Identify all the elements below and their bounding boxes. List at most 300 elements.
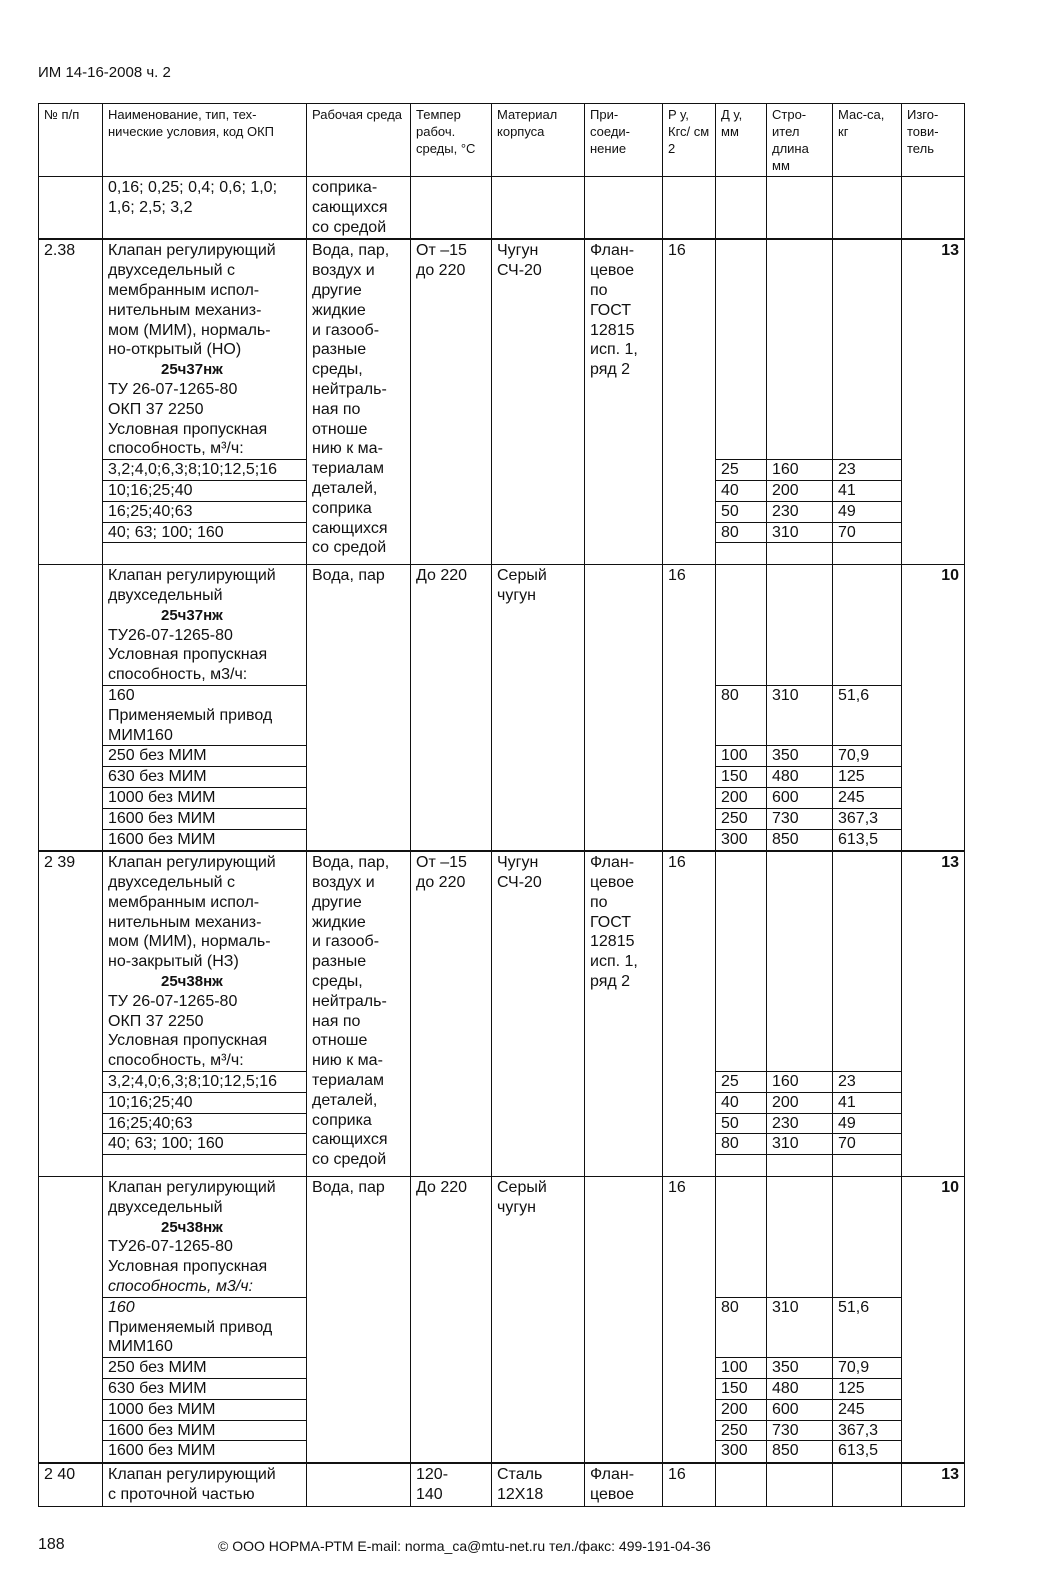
dn-value: 250 [716, 809, 766, 830]
mass-value [833, 281, 901, 301]
material-line: 12Х18 [497, 1486, 544, 1503]
dn-value [716, 400, 766, 420]
len-cell [767, 239, 833, 564]
material-line: Чугун [497, 854, 539, 872]
mass-value [833, 321, 901, 341]
connection-cell [585, 1463, 663, 1506]
connection-cell [585, 565, 663, 852]
name-line [103, 543, 306, 563]
name-line [103, 1155, 306, 1175]
mass-value [833, 1198, 901, 1218]
len-value [767, 1277, 832, 1298]
mass-value [833, 893, 901, 913]
pressure-value: 16 [668, 567, 686, 585]
name-line: 3,2;4,0;6,3;8;10;12,5;16 [103, 460, 306, 481]
pressure-cell [663, 1463, 716, 1506]
row-number [39, 1177, 103, 1464]
medium-line: разные [312, 341, 367, 359]
column-header: Стро-ител длина мм [767, 104, 833, 177]
dn-value [716, 281, 766, 301]
mass-value [833, 1051, 901, 1072]
name-line: 1600 без МИМ [108, 830, 216, 848]
mass-value [833, 913, 901, 933]
material-cell [492, 1463, 585, 1506]
mass-value [833, 586, 901, 606]
dn-value: 80 [716, 523, 766, 544]
name-line: Клапан регулирующий [108, 567, 276, 585]
len-value [767, 360, 832, 380]
len-value [767, 645, 832, 665]
row-number-text: 2 39 [44, 854, 76, 872]
name-line: ТУ 26-07-1265-80 [108, 992, 238, 1010]
connection-line: ряд 2 [590, 361, 631, 379]
len-value [767, 992, 832, 1012]
len-value [767, 241, 832, 261]
dn-value [716, 1337, 766, 1358]
connection-line: цевое [590, 1486, 634, 1503]
maker-value: 13 [941, 1466, 959, 1484]
medium-line: жидкие [312, 301, 366, 319]
len-cell [767, 177, 833, 240]
column-header: При-соеди-нение [585, 104, 663, 177]
dn-value [716, 606, 766, 626]
medium-line: нию к ма- [312, 1052, 383, 1070]
medium-line: соприка [312, 1111, 372, 1129]
maker-cell [902, 851, 965, 1176]
connection-line: Флан- [590, 854, 635, 872]
len-value [767, 952, 832, 972]
mass-value: 70 [833, 1134, 901, 1155]
dn-value: 300 [721, 1442, 748, 1460]
len-value [767, 706, 832, 726]
material-cell [492, 239, 585, 564]
material-cell [492, 565, 585, 852]
name-line: МИМ160 [103, 726, 306, 747]
mass-value [833, 1178, 901, 1198]
mass-value [833, 360, 901, 380]
dn-value [716, 1012, 766, 1032]
medium-line: териалам [312, 1072, 385, 1090]
dn-value [716, 873, 766, 893]
name-line: нительным механиз- [108, 913, 262, 931]
len-value [767, 1012, 832, 1032]
column-header: № п/п [39, 104, 103, 177]
dn-value: 40 [716, 1093, 766, 1114]
dn-cell [716, 851, 767, 1176]
medium-line: сающихся [312, 519, 388, 537]
dn-value [716, 1277, 766, 1298]
table-row [39, 565, 965, 852]
medium-line: воздух и [312, 874, 375, 892]
mass-value: 51,6 [838, 1298, 870, 1316]
mass-value [833, 340, 901, 360]
name-line: 16;25;40;63 [103, 1114, 306, 1135]
temperature-line: до 220 [416, 874, 466, 892]
medium-line: отноше [312, 1032, 368, 1050]
len-value [767, 913, 832, 933]
name-line: 25ч38нж [161, 1218, 223, 1236]
name-line: 10;16;25;40 [103, 1093, 306, 1114]
pressure-cell [663, 565, 716, 852]
name-line: Клапан регулирующий [108, 242, 276, 260]
dn-cell [716, 565, 767, 852]
name-line: 40; 63; 100; 160 [103, 523, 306, 544]
dn-value: 200 [716, 1400, 766, 1421]
dn-value [716, 439, 766, 460]
mass-value [833, 301, 901, 321]
dn-value [716, 1318, 766, 1338]
table-row [39, 177, 965, 240]
pressure-value: 16 [668, 1179, 686, 1197]
dn-value [716, 726, 766, 747]
len-value: 600 [767, 788, 832, 809]
name-line: Условная пропускная [108, 1032, 268, 1050]
material-line: Серый [497, 567, 547, 585]
len-value: 850 [772, 1442, 799, 1460]
medium-line: воздух и [312, 262, 375, 280]
name-cell [103, 177, 307, 240]
len-value [767, 893, 832, 913]
mass-value: 245 [833, 1400, 901, 1421]
medium-line: нейтраль- [312, 380, 387, 398]
len-value [767, 340, 832, 360]
pressure-cell [663, 851, 716, 1176]
mass-cell [833, 1463, 902, 1506]
name-cell [103, 851, 307, 1176]
mass-value [833, 1218, 901, 1238]
mass-value [833, 726, 901, 747]
len-value: 730 [767, 809, 832, 830]
len-value: 230 [767, 502, 832, 523]
temperature-line: 140 [416, 1486, 443, 1503]
dn-cell [716, 1177, 767, 1464]
medium-line: сающихся [312, 1131, 388, 1149]
mass-value: 367,3 [833, 809, 901, 830]
maker-cell [902, 1177, 965, 1464]
temperature-line: До 220 [416, 567, 468, 585]
dn-value [716, 893, 766, 913]
maker-value: 10 [941, 567, 959, 585]
table-row [39, 851, 965, 1176]
name-line: 250 без МИМ [103, 746, 306, 767]
len-value [767, 543, 832, 563]
name-line: Клапан регулирующий [108, 854, 276, 872]
medium-line: со средой [312, 1151, 387, 1169]
connection-cell [585, 239, 663, 564]
dn-value: 300 [721, 830, 748, 848]
connection-line: ГОСТ [590, 301, 632, 319]
dn-value: 150 [716, 1379, 766, 1400]
maker-cell [902, 565, 965, 852]
mass-value: 41 [833, 481, 901, 502]
dn-value [716, 420, 766, 440]
temperature-cell [411, 239, 492, 564]
mass-value [833, 952, 901, 972]
mass-value: 51,6 [838, 686, 870, 704]
medium-line: соприка- [312, 179, 378, 196]
connection-line: по [590, 893, 608, 911]
mass-cell [833, 177, 902, 240]
medium-cell [307, 177, 411, 240]
medium-line: Вода, пар [312, 1179, 385, 1197]
name-line: способность, м³/ч: [103, 439, 306, 460]
row-number-text: 2 40 [44, 1466, 76, 1484]
name-line: Применяемый привод [108, 1318, 273, 1336]
len-value [767, 380, 832, 400]
len-value [767, 1198, 832, 1218]
medium-line: отноше [312, 420, 368, 438]
name-line: Применяемый привод [108, 706, 273, 724]
medium-line: териалам [312, 460, 385, 478]
mass-value: 23 [833, 460, 901, 481]
dn-value: 25 [716, 1072, 766, 1093]
name-line: 25ч37нж [161, 361, 223, 379]
material-line: Серый [497, 1179, 547, 1197]
dn-cell [716, 239, 767, 564]
name-line: двухседельный [108, 586, 223, 604]
mass-cell [833, 239, 902, 564]
mass-value [833, 665, 901, 686]
dn-value: 100 [716, 1358, 766, 1379]
table-row [39, 239, 965, 564]
name-line: Клапан регулирующий [108, 1466, 276, 1484]
copyright-line: © ООО НОРМА-РТМ E-mail: norma_ca@mtu-net.ru тел./факс: 499-191-04-36 [218, 1538, 711, 1554]
name-line: 1600 без МИМ [103, 809, 306, 830]
dn-value: 50 [716, 502, 766, 523]
column-header: Темпер рабоч. среды, °С [411, 104, 492, 177]
mass-value [833, 241, 901, 261]
dn-value [716, 665, 766, 686]
dn-value: 150 [716, 767, 766, 788]
medium-line: другие [312, 281, 362, 299]
connection-line: цевое [590, 262, 634, 280]
pressure-cell [663, 239, 716, 564]
len-value [767, 420, 832, 440]
mass-value: 613,5 [838, 1442, 879, 1460]
mass-value: 367,3 [833, 1421, 901, 1442]
name-cell [103, 1463, 307, 1506]
dn-value [716, 913, 766, 933]
mass-value: 70,9 [833, 1358, 901, 1379]
medium-cell [307, 851, 411, 1176]
row-number [39, 565, 103, 852]
mass-value [833, 1337, 901, 1358]
medium-line: среды, [312, 361, 363, 379]
row-number [39, 239, 103, 564]
medium-line: со средой [312, 539, 387, 557]
name-line: 160 [108, 1298, 135, 1316]
name-cell [103, 1177, 307, 1464]
len-value: 160 [767, 1072, 832, 1093]
len-cell [767, 1177, 833, 1464]
dn-value [716, 853, 766, 873]
name-line: мембранным испол- [108, 893, 260, 911]
name-line: мембранным испол- [108, 281, 260, 299]
mass-value: 125 [833, 767, 901, 788]
mass-value [833, 1031, 901, 1051]
medium-cell [307, 1177, 411, 1464]
connection-line: Флан- [590, 242, 635, 260]
connection-line: Флан- [590, 1466, 635, 1484]
len-value [767, 439, 832, 460]
dn-value: 50 [716, 1114, 766, 1135]
dn-value: 80 [721, 686, 739, 704]
name-line: 630 без МИМ [103, 1379, 306, 1400]
name-line: мом (МИМ), нормаль- [108, 321, 271, 339]
medium-cell [307, 1463, 411, 1506]
temperature-cell [411, 177, 492, 240]
len-value [767, 321, 832, 341]
mass-value: 245 [833, 788, 901, 809]
medium-line: со средой [312, 218, 387, 236]
dn-value [716, 261, 766, 281]
len-value [767, 1218, 832, 1238]
len-value [767, 400, 832, 420]
name-line: но-закрытый (НЗ) [108, 953, 239, 971]
len-value: 480 [767, 767, 832, 788]
medium-line: разные [312, 953, 367, 971]
dn-value [716, 645, 766, 665]
len-value: 310 [767, 523, 832, 544]
connection-line: исп. 1, [590, 953, 638, 971]
connection-line: исп. 1, [590, 341, 638, 359]
material-line: СЧ-20 [497, 874, 542, 892]
dn-value [716, 992, 766, 1012]
len-value [767, 606, 832, 626]
maker-value [907, 178, 959, 198]
pressure-cell [663, 177, 716, 240]
len-value [767, 586, 832, 606]
dn-value [716, 1237, 766, 1257]
maker-value: 10 [941, 1179, 959, 1197]
name-line: 630 без МИМ [103, 767, 306, 788]
name-line: 250 без МИМ [103, 1358, 306, 1379]
dn-value [716, 566, 766, 586]
pressure-value [668, 178, 710, 198]
document-id: ИМ 14-16-2008 ч. 2 [38, 64, 171, 81]
maker-value: 13 [941, 854, 959, 872]
mass-value [833, 261, 901, 281]
connection-line: по [590, 281, 608, 299]
dn-value [716, 360, 766, 380]
len-value: 600 [767, 1400, 832, 1421]
len-value [767, 301, 832, 321]
name-line: 0,16; 0,25; 0,4; 0,6; 1,0; [108, 179, 278, 196]
mass-value [833, 626, 901, 646]
temperature-line: От –15 [416, 242, 467, 260]
mass-value: 41 [833, 1093, 901, 1114]
dn-value [716, 543, 766, 563]
valve-table [38, 103, 965, 1507]
pressure-cell [663, 1177, 716, 1464]
len-value [767, 1051, 832, 1072]
medium-line: ная по [312, 1012, 361, 1030]
name-line: Клапан регулирующий [108, 1179, 276, 1197]
dn-value [716, 626, 766, 646]
len-value [767, 932, 832, 952]
name-line: способность, м3/ч: [103, 1277, 306, 1298]
table-row [39, 1177, 965, 1464]
medium-line: Вода, пар [312, 567, 385, 585]
dn-value [716, 1178, 766, 1198]
mass-value: 70,9 [833, 746, 901, 767]
name-line: ТУ26-07-1265-80 [108, 626, 233, 644]
material-cell [492, 851, 585, 1176]
mass-value [833, 1012, 901, 1032]
temperature-cell [411, 1463, 492, 1506]
column-header: Мас-са, кг [833, 104, 902, 177]
len-value: 200 [767, 481, 832, 502]
name-line: ТУ 26-07-1265-80 [108, 380, 238, 398]
len-value [767, 1237, 832, 1257]
pressure-value: 16 [668, 242, 686, 260]
name-line: 1000 без МИМ [103, 1400, 306, 1421]
mass-value [833, 972, 901, 992]
len-value [767, 972, 832, 992]
name-line: 25ч37нж [161, 606, 223, 624]
row-number [39, 851, 103, 1176]
name-line: ТУ26-07-1265-80 [108, 1238, 233, 1256]
name-line: но-открытый (НО) [108, 341, 242, 359]
dn-value: 200 [716, 788, 766, 809]
medium-line: соприка [312, 499, 372, 517]
temperature-line: От –15 [416, 854, 467, 872]
column-header: P у, Кгс/ см 2 [663, 104, 716, 177]
len-value [767, 1155, 832, 1175]
name-line: двухседельный с [108, 262, 235, 280]
dn-value: 80 [716, 1134, 766, 1155]
table-row [39, 1463, 965, 1506]
temperature-line: до 220 [416, 262, 466, 280]
material-line: СЧ-20 [497, 262, 542, 280]
name-line: способность, м3/ч: [103, 665, 306, 686]
mass-cell [833, 565, 902, 852]
medium-line: и газооб- [312, 321, 380, 339]
table-header-row [39, 104, 965, 177]
name-line: Условная пропускная [108, 646, 268, 664]
name-line: двухседельный с [108, 874, 235, 892]
name-line: 25ч38нж [161, 973, 223, 991]
len-cell [767, 851, 833, 1176]
dn-value: 80 [721, 1298, 739, 1316]
mass-value [833, 380, 901, 400]
len-value: 230 [767, 1114, 832, 1135]
column-header: Рабочая среда [307, 104, 411, 177]
dn-value [716, 380, 766, 400]
material-line: чугун [497, 586, 537, 604]
pressure-value: 16 [668, 854, 686, 872]
page-number: 188 [38, 1536, 65, 1553]
dn-cell [716, 177, 767, 240]
dn-value: 25 [716, 460, 766, 481]
len-value [767, 1031, 832, 1051]
name-cell [103, 239, 307, 564]
dn-value: 40 [716, 481, 766, 502]
row-number-text: 2.38 [44, 242, 76, 260]
name-line: нительным механиз- [108, 301, 262, 319]
len-value: 310 [772, 1298, 799, 1316]
len-value: 310 [767, 1134, 832, 1155]
medium-line: Вода, пар, [312, 854, 390, 872]
name-line: Условная пропускная [108, 1258, 268, 1276]
len-value [767, 281, 832, 301]
mass-value [833, 400, 901, 420]
maker-cell [902, 1463, 965, 1506]
name-line: ОКП 37 2250 [108, 1012, 204, 1030]
maker-cell [902, 239, 965, 564]
mass-value [833, 1237, 901, 1257]
dn-value: 100 [716, 746, 766, 767]
